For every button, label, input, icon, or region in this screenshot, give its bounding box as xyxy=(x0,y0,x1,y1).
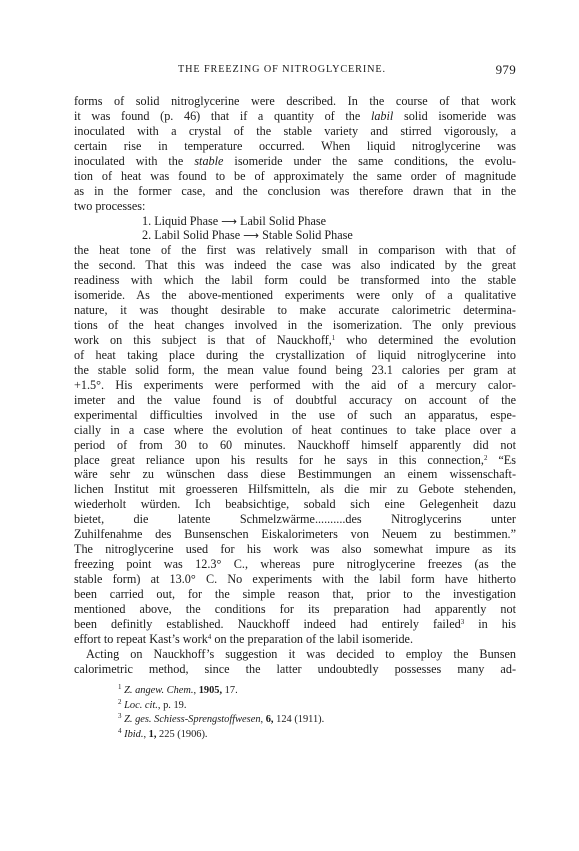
text-line: been definitly established. Nauckhoff indeed had entirely failed$^3$ in his xyxy=(74,616,516,631)
text-line: period of from 30 to 60 minutes. Nauckhoff himself apparently did not xyxy=(74,437,516,452)
text-line: the stable solid form, the mean value found being 23.1 calories per gram at xyxy=(74,362,516,377)
footnotes xyxy=(118,684,418,742)
text-line: +1.5°. His experiments were performed with the aid of a mercury calor- xyxy=(74,377,516,392)
running-header xyxy=(74,62,516,78)
text-line: the heat tone of the first was relatively small in comparison with that of xyxy=(74,243,516,258)
footnote: $^1$ Z. angew. Chem., 1905, 17. xyxy=(118,683,238,696)
footnote: $^2$ Loc. cit., p. 19. xyxy=(118,697,187,711)
text-line: imeter and the value found is of doubtful accuracy on account of the xyxy=(74,392,516,407)
text-line: inoculated with a crystal of the stable variety and stirred vigorously, a xyxy=(74,123,516,138)
text-line: cially in a case where the evolution of heat continues to take place over a xyxy=(74,422,516,437)
text-line: forms of solid nitroglycerine were described. In the course of that work xyxy=(74,94,516,108)
text-line: inoculated with the stable isomeride under the same conditions, the evolu- xyxy=(74,153,516,168)
text-line: calorimetric method, since the latter undoubtedly possesses many ad- xyxy=(74,661,516,676)
text-line: work on this subject is that of Nauckhoff,$^1$ who determined the evolution xyxy=(74,333,516,347)
text-line: it was found (p. 46) that if a quantity of the labil solid isomeride was xyxy=(74,108,517,123)
text-line: freezing point was 12.3° C., whereas pure nitroglycerine freezes (as the xyxy=(74,557,516,572)
text-line: as in the former case, and the conclusion was therefore drawn that in the xyxy=(74,183,516,198)
text-line: mentioned above, the conditions for its preparation had apparently not xyxy=(74,601,516,616)
text-line: effort to repeat Kast’s work$^4$ on the preparation of the labil isomeride. xyxy=(74,631,414,646)
footnote: $^3$ Z. ges. Schiess-Sprengstoffwesen, 6, 124 (1911). xyxy=(118,712,325,726)
text-line: place great reliance upon his results for he says in this connection,$^2$ “Es xyxy=(74,452,516,467)
text-line: stable form) at 13.0° C. No experiments with the labil form have hitherto xyxy=(74,572,516,586)
text-line: the second. That this was indeed the case was also indicated by the great xyxy=(74,258,516,273)
text-line: lichen Institut mit groesseren Hilfsmitteln, als die mir zu Gebote stehenden, xyxy=(74,482,516,497)
text-line: 1. Liquid Phase ⟶ Labil Solid Phase xyxy=(142,213,327,228)
footnote: $^4$ Ibid., 1, 225 (1906). xyxy=(118,726,208,740)
page-number: 979 xyxy=(495,62,516,77)
text-line: bietet, die latente Schmelzwärme..........des Nitroglycerins unter xyxy=(74,512,516,527)
text-line: experimental difficulties involved in the use of such an apparatus, espe- xyxy=(74,407,516,422)
text-line: been carried out, for the simple reason that, prior to the investigation xyxy=(74,586,516,601)
text-line: nature, it was thought desirable to make accurate calorimetric determina- xyxy=(74,303,516,318)
text-line: tion of heat was found to be of approximately the same order of magnitude xyxy=(74,168,516,183)
text-line: tions of the heat changes involved in the isomerization. The only previous xyxy=(74,318,516,333)
text-line: two processes: xyxy=(74,198,146,213)
text-line: readiness with which the labil form could be transformed into the stable xyxy=(74,273,516,288)
text-line: isomeride. As the above-mentioned experiments were only of a qualitative xyxy=(74,288,516,303)
text-line: Acting on Nauckhoff’s suggestion it was decided to employ the Bunsen xyxy=(86,646,516,661)
text-line: Zuhilfenahme des Bunsenschen Eiskalorimeters von Neuem zu bestimmen.” xyxy=(74,527,516,542)
body-text xyxy=(74,94,516,677)
text-line: of heat taking place during the crystallization of liquid nitroglycerine into xyxy=(74,347,516,362)
text-line: The nitroglycerine used for his work was also somewhat impure as its xyxy=(74,542,516,557)
text-line: wiederholt würden. Ich beabsichtige, sobald sich eine Gelegenheit dazu xyxy=(74,497,516,512)
text-line: certain rise in temperature occurred. When liquid nitroglycerine was xyxy=(74,138,516,153)
text-line: 2. Labil Solid Phase ⟶ Stable Solid Phase xyxy=(142,228,353,243)
running-title: THE FREEZING OF NITROGLYCERINE. xyxy=(178,64,386,75)
text-line: wäre sehr zu wünschen dass diese Bestimmungen an einem wissenschaft- xyxy=(74,467,516,482)
